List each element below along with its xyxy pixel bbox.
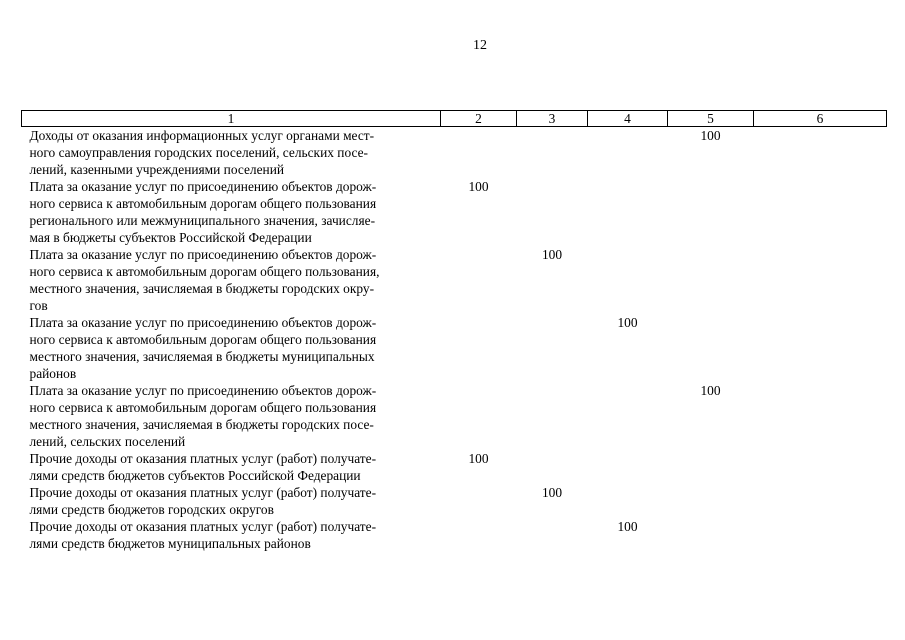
column-header-3: 3 bbox=[517, 111, 588, 127]
column-header-2: 2 bbox=[441, 111, 517, 127]
revenue-description-cell bbox=[22, 314, 441, 382]
description-line: Плата за оказание услуг по присоединению объектов дорож- bbox=[29, 383, 377, 398]
norm-value-col-5 bbox=[668, 178, 754, 246]
description-line: районов bbox=[29, 366, 77, 381]
norm-value-col-2 bbox=[441, 382, 517, 450]
description-line: местного значения, зачисляемая в бюджеты муниципальных bbox=[29, 349, 375, 364]
norm-value-col-2: 100 bbox=[468, 179, 489, 194]
table-row bbox=[22, 450, 887, 484]
norm-value-col-6 bbox=[754, 382, 887, 450]
norm-value-col-5: 100 bbox=[700, 128, 721, 143]
column-header-4: 4 bbox=[588, 111, 668, 127]
norm-value-col-2 bbox=[441, 314, 517, 382]
norm-value-col-6 bbox=[754, 314, 887, 382]
norm-value-col-6 bbox=[754, 518, 887, 552]
norm-value-col-6 bbox=[754, 127, 887, 179]
revenue-description-cell bbox=[22, 484, 441, 518]
table-row bbox=[22, 246, 887, 314]
description-line: ного самоуправления городских поселений, сельских посе- bbox=[29, 145, 368, 160]
table-row bbox=[22, 314, 887, 382]
description-line: Прочие доходы от оказания платных услуг (работ) получате- bbox=[29, 451, 377, 466]
norm-value-col-6 bbox=[754, 178, 887, 246]
norm-value-col-2 bbox=[441, 246, 517, 314]
norm-value-col-4 bbox=[588, 450, 668, 484]
description-line: Плата за оказание услуг по присоединению объектов дорож- bbox=[29, 179, 377, 194]
norm-value-col-5 bbox=[668, 450, 754, 484]
norm-value-col-4 bbox=[588, 382, 668, 450]
norm-value-col-5 bbox=[668, 314, 754, 382]
norm-value-col-6 bbox=[754, 450, 887, 484]
description-line: гов bbox=[29, 298, 48, 313]
norm-value-col-3: 100 bbox=[541, 485, 563, 500]
column-header-1: 1 bbox=[22, 111, 441, 127]
table-row bbox=[22, 484, 887, 518]
norm-value-col-2 bbox=[441, 518, 517, 552]
norm-value-col-4: 100 bbox=[617, 519, 638, 534]
revenue-description-cell bbox=[22, 382, 441, 450]
table-row bbox=[22, 518, 887, 552]
description-line: лений, сельских поселений bbox=[29, 434, 186, 449]
norm-value-col-5 bbox=[668, 246, 754, 314]
table-body bbox=[22, 127, 887, 553]
norm-value-col-3 bbox=[517, 382, 588, 450]
revenue-description-cell bbox=[22, 246, 441, 314]
table-row bbox=[22, 127, 887, 179]
column-header-5: 5 bbox=[668, 111, 754, 127]
norm-value-col-2: 100 bbox=[468, 451, 489, 466]
norm-value-col-2 bbox=[441, 127, 517, 179]
norm-value-col-4 bbox=[588, 127, 668, 179]
norm-value-col-3: 100 bbox=[541, 247, 563, 262]
description-line: лями средств бюджетов субъектов Российской Федерации bbox=[29, 468, 361, 483]
revenue-description-cell bbox=[22, 178, 441, 246]
norm-value-col-5 bbox=[668, 518, 754, 552]
norm-value-col-4 bbox=[588, 246, 668, 314]
norm-value-col-3 bbox=[517, 518, 588, 552]
description-line: регионального или межмуниципального значения, зачисляе- bbox=[29, 213, 376, 228]
description-line: местного значения, зачисляемая в бюджеты городских окру- bbox=[29, 281, 375, 296]
revenue-description-cell bbox=[22, 450, 441, 484]
description-line: ного сервиса к автомобильным дорогам общего пользования bbox=[29, 332, 377, 347]
norm-value-col-6 bbox=[754, 246, 887, 314]
description-line: ного сервиса к автомобильным дорогам общего пользования, bbox=[29, 264, 380, 279]
description-line: лений, казенными учреждениями поселений bbox=[29, 162, 285, 177]
description-line: мая в бюджеты субъектов Российской Федерации bbox=[29, 230, 312, 245]
table-row bbox=[22, 178, 887, 246]
description-line: ного сервиса к автомобильным дорогам общего пользования bbox=[29, 400, 377, 415]
description-line: Плата за оказание услуг по присоединению объектов дорож- bbox=[29, 315, 377, 330]
revenue-description-cell bbox=[22, 127, 441, 179]
revenue-distribution-table bbox=[21, 110, 887, 552]
table-header-row bbox=[22, 111, 887, 127]
page-number: 12 bbox=[473, 38, 487, 53]
revenue-description-cell bbox=[22, 518, 441, 552]
table-row bbox=[22, 382, 887, 450]
norm-value-col-5 bbox=[668, 484, 754, 518]
norm-value-col-3 bbox=[517, 127, 588, 179]
norm-value-col-4: 100 bbox=[617, 315, 638, 330]
description-line: лями средств бюджетов муниципальных районов bbox=[29, 536, 311, 551]
norm-value-col-3 bbox=[517, 178, 588, 246]
norm-value-col-6 bbox=[754, 484, 887, 518]
description-line: лями средств бюджетов городских округов bbox=[29, 502, 274, 517]
description-line: Плата за оказание услуг по присоединению объектов дорож- bbox=[29, 247, 377, 262]
norm-value-col-3 bbox=[517, 450, 588, 484]
norm-value-col-5: 100 bbox=[700, 383, 721, 398]
description-line: ного сервиса к автомобильным дорогам общего пользования bbox=[29, 196, 377, 211]
norm-value-col-4 bbox=[588, 484, 668, 518]
description-line: Прочие доходы от оказания платных услуг (работ) получате- bbox=[29, 485, 377, 500]
norm-value-col-3 bbox=[517, 314, 588, 382]
column-header-6: 6 bbox=[754, 111, 887, 127]
norm-value-col-4 bbox=[588, 178, 668, 246]
description-line: Доходы от оказания информационных услуг органами мест- bbox=[29, 128, 375, 143]
norm-value-col-2 bbox=[441, 484, 517, 518]
description-line: местного значения, зачисляемая в бюджеты городских посе- bbox=[29, 417, 374, 432]
description-line: Прочие доходы от оказания платных услуг (работ) получате- bbox=[29, 519, 377, 534]
